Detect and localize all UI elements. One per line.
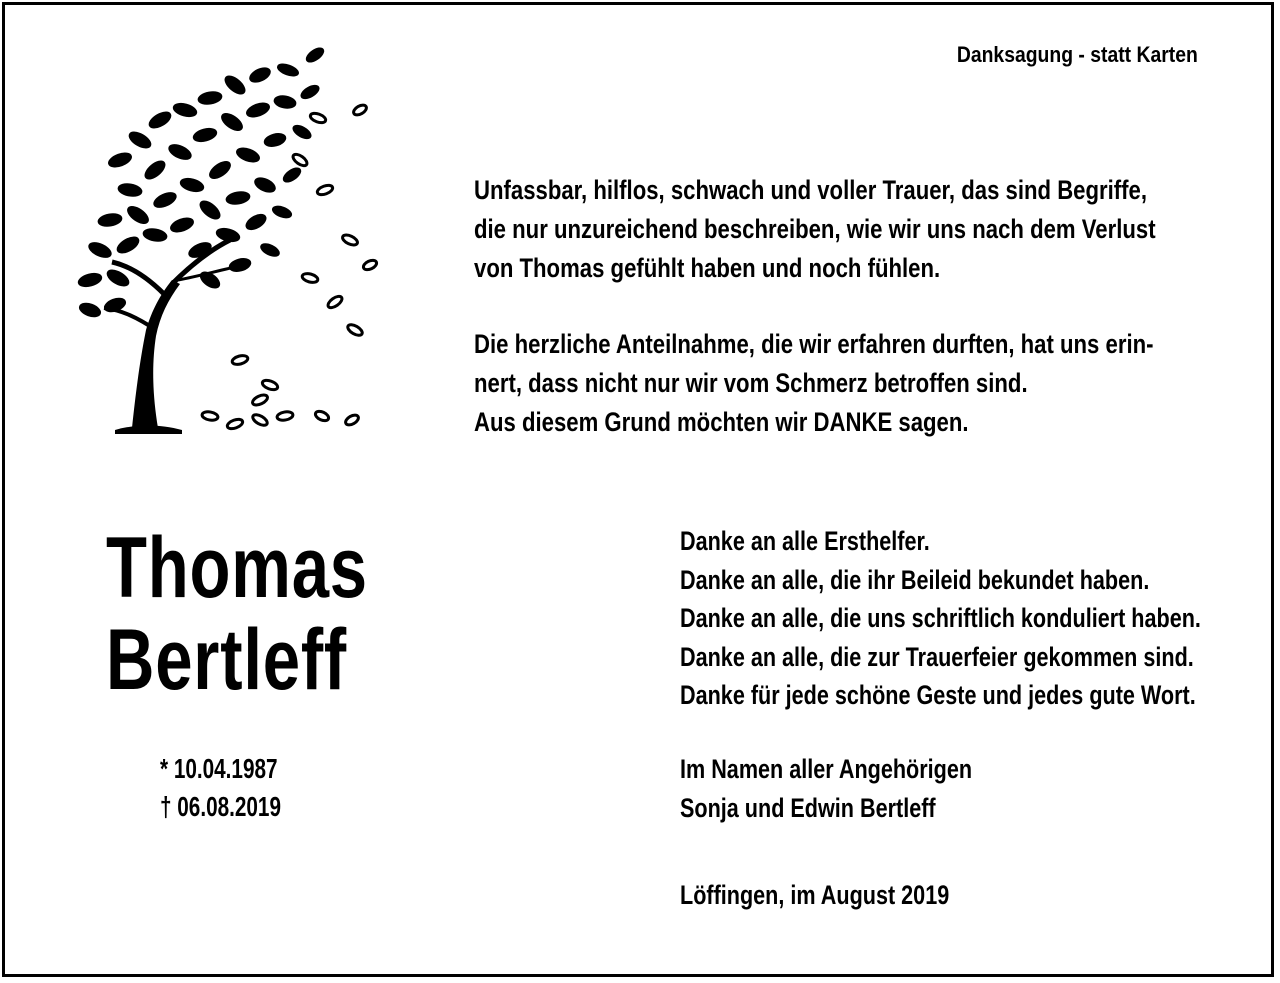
thanks-line: Danke für jede schöne Geste und jedes gute Wort. bbox=[680, 680, 1196, 710]
intro-paragraph bbox=[474, 171, 1156, 288]
thanks-line: Danke an alle, die uns schriftlich konduliert haben. bbox=[680, 603, 1201, 633]
thanks-list bbox=[680, 522, 1201, 715]
deceased-last-name: Bertleff bbox=[106, 612, 348, 708]
intro-line: die nur unzureichend beschreiben, wie wir uns nach dem Verlust bbox=[474, 214, 1156, 244]
sympathy-line: nert, dass nicht nur wir vom Schmerz betroffen sind. bbox=[474, 368, 1028, 398]
deceased-first-name: Thomas bbox=[106, 520, 368, 616]
signature-block bbox=[680, 750, 972, 827]
signature-line: Im Namen aller Angehörigen bbox=[680, 754, 973, 784]
windblown-tree-icon bbox=[60, 40, 390, 440]
sympathy-line: Die herzliche Anteilnahme, die wir erfahren durften, hat uns erin- bbox=[474, 329, 1154, 359]
place-date: Löffingen, im August 2019 bbox=[680, 880, 950, 910]
thanks-line: Danke an alle, die zur Trauerfeier gekommen sind. bbox=[680, 641, 1194, 672]
death-date: † 06.08.2019 bbox=[160, 791, 281, 822]
thanks-line: Danke an alle Ersthelfer. bbox=[680, 526, 930, 556]
signature-line: Sonja und Edwin Bertleff bbox=[680, 792, 936, 823]
thanks-line: Danke an alle, die ihr Beileid bekundet haben. bbox=[680, 564, 1150, 595]
sympathy-line: Aus diesem Grund möchten wir DANKE sagen. bbox=[474, 407, 969, 437]
birth-date: * 10.04.1987 bbox=[160, 753, 278, 784]
notice-heading: Danksagung - statt Karten bbox=[957, 42, 1198, 67]
intro-line: Unfassbar, hilflos, schwach und voller Trauer, das sind Begriffe, bbox=[474, 175, 1148, 205]
intro-line: von Thomas gefühlt haben und noch fühlen. bbox=[474, 253, 941, 283]
sympathy-paragraph bbox=[474, 325, 1154, 442]
